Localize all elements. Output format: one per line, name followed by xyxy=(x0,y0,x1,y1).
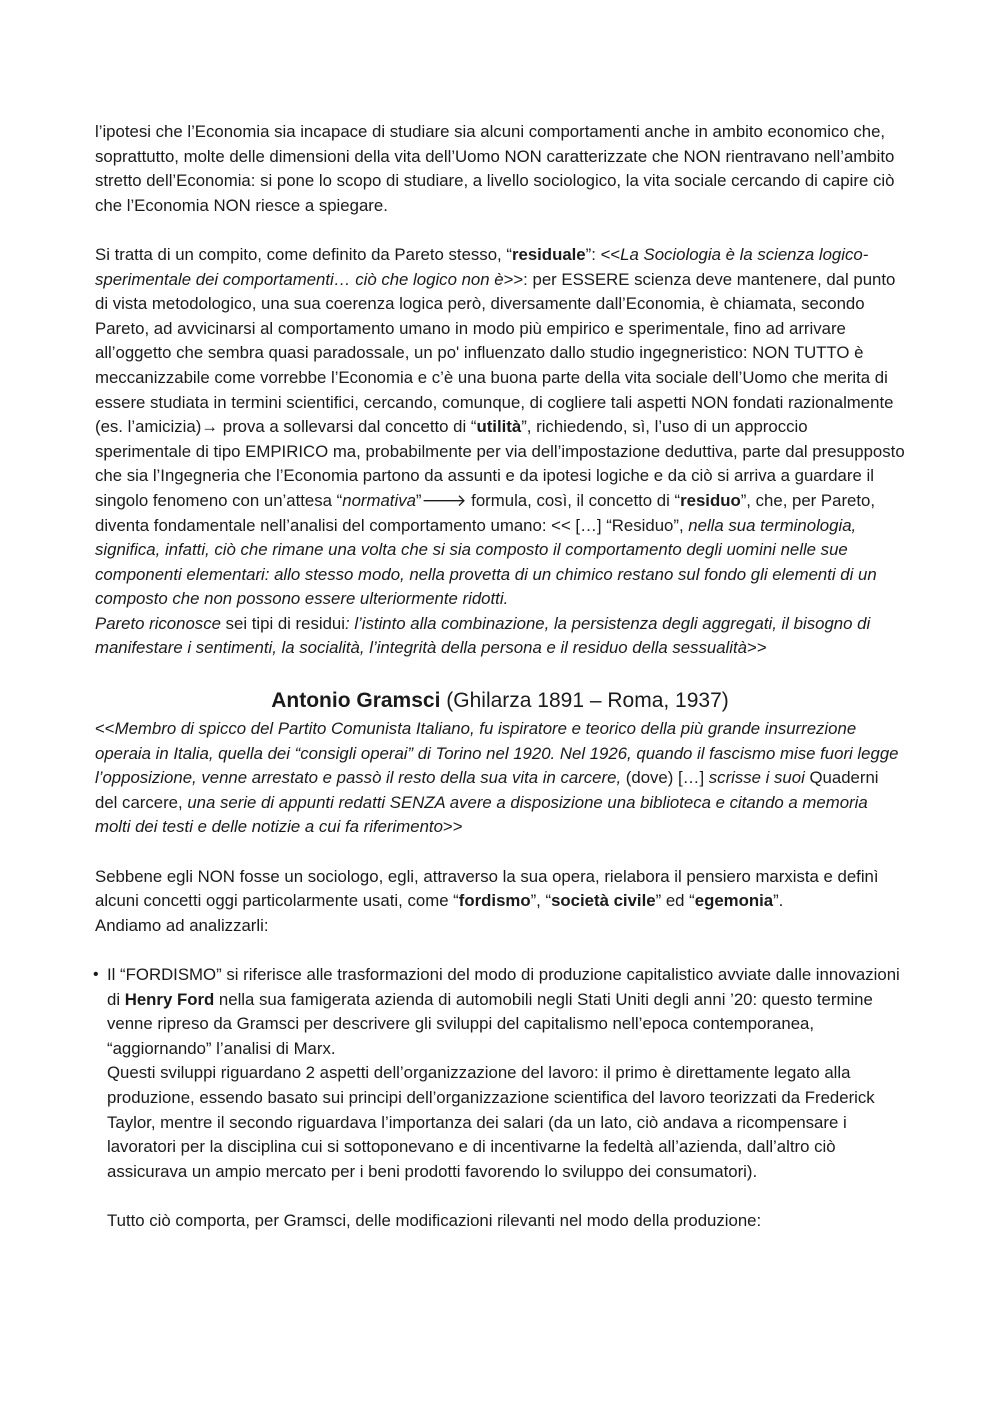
bullet-text-continued: Questi sviluppi riguardano 2 aspetti dell’organizzazione del lavoro: il primo è direttamente legato alla produzione, essendo basato sui principi dell’organizzazione scientifica del lavoro teorizzati da Frederick Taylor, mentre il secondo riguardava l’importanza dei salari (da un lato, ciò andava a ricompensare i lavoratori per la disciplina cui si sottoponevano e di incentivarne la fedeltà all’azienda, dall’altro ciò assicurava un ampio mercato per i beni prodotti favorendo lo sviluppo dei consumatori). xyxy=(107,1063,875,1181)
term-henry-ford: Henry Ford xyxy=(124,989,215,1009)
paragraph-pareto: Si tratta di un compito, come definito da Pareto stesso, “residuale”: <<La Sociologia è la scienza logico-sperimentale dei comportamenti… ciò che logico non è>>: per ESSERE scienza deve mantenere, dal punto di vista metodologico, una sua coerenza logica però, diversamente dall’Economia, è chiamata, secondo Pareto, ad avvicinarsi al comportamento umano in modo più empirico e sperimentale, fino ad arrivare all’oggetto che sembra quasi paradossale, un po' influenzato dallo studio ingegneristico: NON TUTTO è meccanizzabile come vorrebbe l’Economia e c’è una buona parte della vita sociale dell’Uomo che merita di essere studiata in termini scientifici, cercando, comunque, di cogliere tali aspetti NON fondati razionalmente (es. l’amicizia)→ prova a sollevarsi dal concetto di “utilità”, richiedendo, sì, l’uso di un approccio sperimentale di tipo EMPIRICO ma, probabilmente per via dell’impostazione deduttiva, parte dal presupposto che sia l’Ingegneria che l’Economia partono da assunti e da ipotesi logiche e da ciò si arriva a guardare il singolo fenomeno con un’attesa “normativa”🡒 formula, così, il concetto di “residuo”, che, per Pareto, diventa fondamentale nell’analisi del comportamento umano: << […] “Residuo”, nella sua terminologia, significa, infatti, ciò che rimane una volta che si sia composto il comportamento degli uomini nelle sue componenti elementari: allo stesso modo, nella provetta di un chimico restano sul fondo gli elementi di un composto che non possono essere ulteriormente ridotti. Pareto riconosce sei tipi di residui: l’istinto alla combinazione, la persistenza degli aggregati, il bisogno di manifestare i sentimenti, la socialità, l’integrità della persona e il residuo della sessualità>> xyxy=(95,244,905,658)
paragraph-gap xyxy=(95,840,905,865)
term-residuo: residuo xyxy=(680,490,741,510)
term-fordismo: fordismo xyxy=(458,891,531,911)
list-item-fordismo xyxy=(95,963,905,1184)
heading-dates: (Ghilarza 1891 – Roma, 1937) xyxy=(440,689,729,713)
quote-residui-list: : l’istinto alla combinazione, la persistenza degli aggregati, il bisogno di manifestare i sentimenti, la socialità, l’integrità della persona e il residuo della sessualità xyxy=(95,613,871,658)
paragraph-economia: l’ipotesi che l’Economia sia incapace di studiare sia alcuni comportamenti anche in ambito economico che, soprattutto, molte delle dimensioni della vita dell’Uomo NON caratterizzate che NON rientravano nell’ambito stretto dell’Economia: si pone lo scopo di studiare, a livello sociologico, la vita sociale cercando di capire ciò che l’Economia NON riesce a spiegare. xyxy=(95,122,895,215)
paragraph-gap xyxy=(95,938,905,963)
term-egemonia: egemonia xyxy=(694,891,774,911)
paragraph-gramsci-bio: <<Membro di spicco del Partito Comunista Italiano, fu ispiratore e teorico della più grande insurrezione operaia in Italia, quella dei “consigli operai” di Torino nel 1920. Nel 1926, quando il fascismo mise fuori legge l’opposizione, venne arrestato e passò il resto della sua vita in carcere, (dove) […] scrisse i suoi Quaderni del carcere, una serie di appunti redatti SENZA avere a disposizione una biblioteca e citando a memoria molti dei testi e delle notizie a cui fa riferimento>> xyxy=(95,719,899,837)
paragraph-gap xyxy=(95,1184,905,1209)
paragraph-modificazioni: Tutto ciò comporta, per Gramsci, delle modificazioni rilevanti nel modo della produzione: xyxy=(107,1210,762,1230)
bullet-text: Il “FORDISMO” si riferisce alle trasformazioni del modo di produzione capitalistico avviate dalle innovazioni di Henry Ford nella sua famigerata azienda di automobili negli Stati Uniti degli anni ’20: questo termine venne ripreso da Gramsci per descrivere gli sviluppi del capitalismo nell’epoca contemporanea, “aggiornando” l’analisi di Marx. xyxy=(107,965,900,1058)
quote-sociologia: La Sociologia è la scienza logico-sperimentale dei comportamenti… ciò che logico non è xyxy=(95,244,869,289)
paragraph-concetti: Sebbene egli NON fosse un sociologo, egli, attraverso la sua opera, rielabora il pensiero marxista e definì alcuni concetti oggi particolarmente usati, come “fordismo”, “società civile” ed “egemonia”. Andiamo ad analizzarli: xyxy=(95,866,879,935)
paragraph-gap xyxy=(95,218,905,243)
term-utilita: utilità xyxy=(476,417,522,437)
term-residuale: residuale xyxy=(511,244,586,264)
term-societa-civile: società civile xyxy=(551,891,656,911)
section-heading-gramsci xyxy=(95,687,905,715)
term-normativa: normativa xyxy=(342,490,416,510)
heading-name: Antonio Gramsci xyxy=(271,689,441,713)
quote-residuo: nella sua terminologia, significa, infatti, ciò che rimane una volta che si sia composto il comportamento degli uomini nelle sue componenti elementari: allo stesso modo, nella provetta di un chimico restano sul fondo gli elementi di un composto che non possono essere ulteriormente ridotti. xyxy=(95,515,877,609)
bullet-icon: • xyxy=(93,966,99,983)
